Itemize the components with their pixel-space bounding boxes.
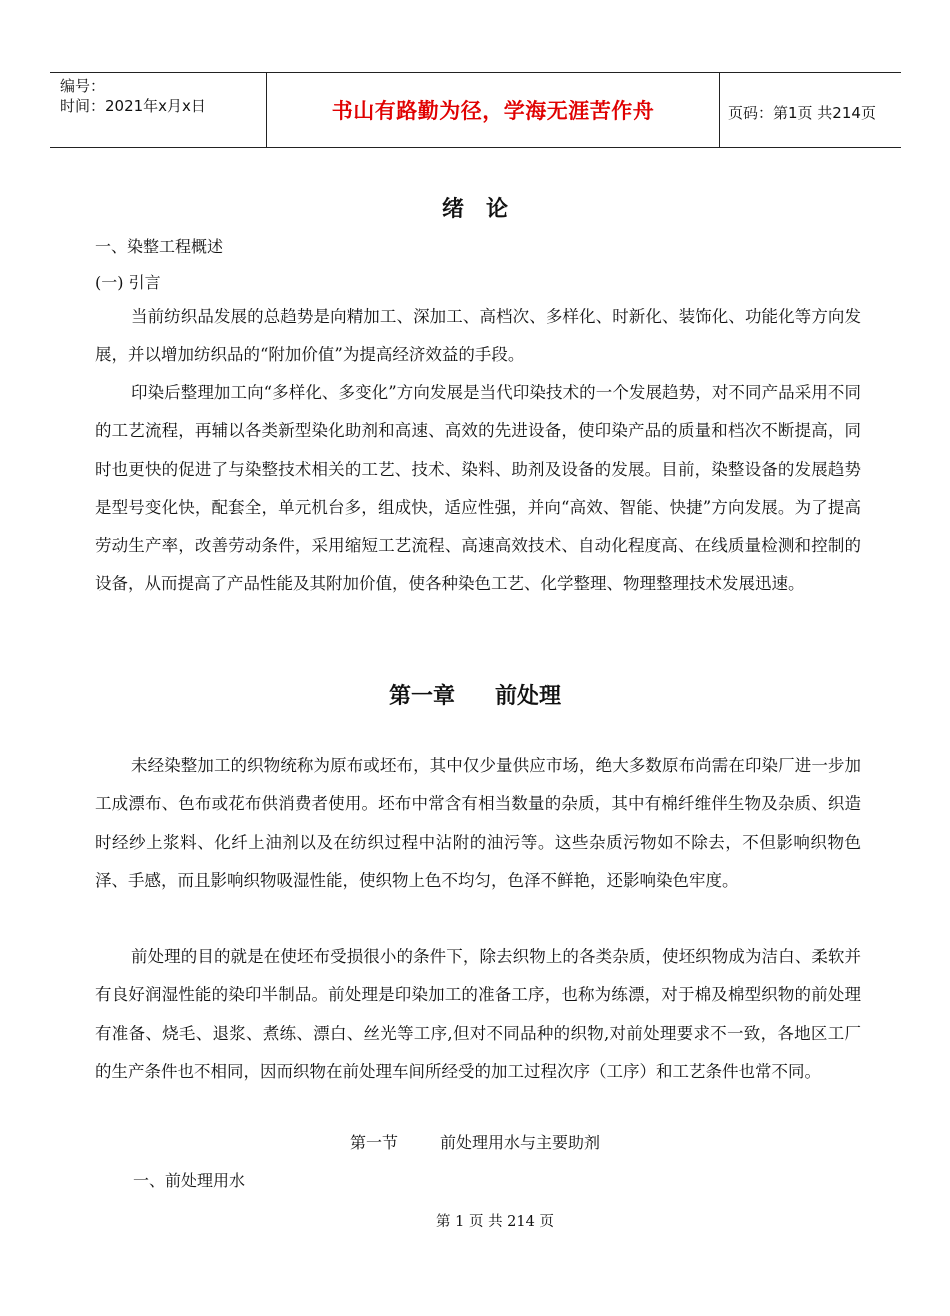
header-motto: 书山有路勤为径，学海无涯苦作舟 bbox=[331, 99, 655, 123]
header-table bbox=[50, 72, 901, 148]
chapter-name: 前处理 bbox=[495, 684, 562, 709]
intro-paragraph-1: 当前纺织品发展的总趋势是向精加工、深加工、高档次、多样化、时新化、装饰化、功能化等方向发展，并以增加纺织品的“附加价值”为提高经济效益的手段。 bbox=[95, 307, 861, 365]
section-heading: 一、染整工程概述 bbox=[95, 237, 224, 256]
section-name: 前处理用水与主要助剂 bbox=[440, 1133, 601, 1152]
chapter-paragraph-1: 未经染整加工的织物统称为原布或坯布，其中仅少量供应市场，绝大多数原布尚需在印染厂进一步加工成漂布、色布或花布供消费者使用。坯布中常含有相当数量的杂质，其中有棉纤维伴生物及杂质、织造时经纱上浆料、化纤上油剂以及在纺织过程中沾附的油污等。这些杂质污物如不除去，不但影响织物色泽、手感，而且影响织物吸湿性能，使织物上色不均匀，色泽不鲜艳，还影响染色牢度。 bbox=[95, 756, 861, 890]
chapter-title bbox=[0, 679, 950, 710]
header-meta-cell bbox=[50, 73, 266, 147]
document-time-label: 时间：2021年x月x日 bbox=[60, 97, 206, 115]
header-motto-cell bbox=[266, 73, 720, 147]
subsection-water: 一、前处理用水 bbox=[133, 1171, 246, 1190]
section-number: 第一节 bbox=[349, 1133, 398, 1152]
subsection-heading: (一) 引言 bbox=[95, 273, 161, 292]
chapter-number: 第一章 bbox=[388, 684, 455, 709]
section-title bbox=[0, 1130, 950, 1153]
intro-paragraph-2: 印染后整理加工向“多样化、多变化”方向发展是当代印染技术的一个发展趋势，对不同产品采用不同的工艺流程，再辅以各类新型染化助剂和高速、高效的先进设备，使印染产品的质量和档次不断提高，同时也更快的促进了与染整技术相关的工艺、技术、染料、助剂及设备的发展。目前，染整设备的发展趋势是型号变化快，配套全，单元机台多，组成快，适应性强，并向“高效、智能、快捷”方向发展。为了提高劳动生产率，改善劳动条件，采用缩短工艺流程、高速高效技术、自动化程度高、在线质量检测和控制的设备，从而提高了产品性能及其附加价值，使各种染色工艺、化学整理、物理整理技术发展迅速。 bbox=[95, 383, 861, 594]
chapter-paragraph-2: 前处理的目的就是在使坯布受损很小的条件下，除去织物上的各类杂质，使坯织物成为洁白、柔软并有良好润湿性能的染印半制品。前处理是印染加工的准备工序，也称为练漂，对于棉及棉型织物的前处理有准备、烧毛、退浆、煮练、漂白、丝光等工序,但对不同品种的织物,对前处理要求不一致，各地区工厂的生产条件也不相同，因而织物在前处理车间所经受的加工过程次序（工序）和工艺条件也常不同。 bbox=[95, 947, 861, 1081]
intro-title: 绪论 bbox=[441, 197, 530, 222]
header-page-cell bbox=[719, 73, 901, 147]
header-page-label: 页码：第1页 共214页 bbox=[728, 104, 876, 122]
page-footer: 第 1 页 共 214 页 bbox=[436, 1214, 554, 1230]
document-number-label: 编号： bbox=[60, 77, 106, 95]
